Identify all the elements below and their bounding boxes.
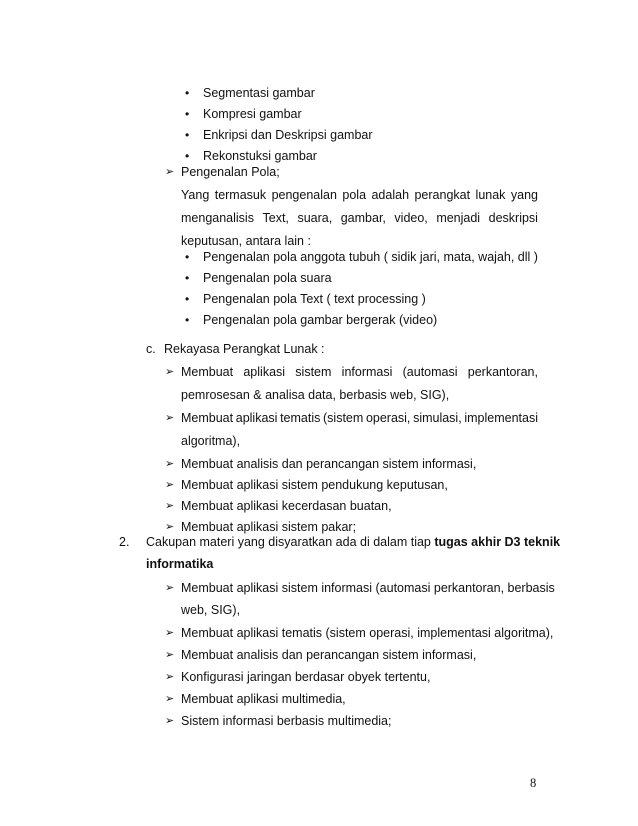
pattern-recognition-heading: Pengenalan Pola; xyxy=(181,165,280,179)
list-item: Sistem informasi berbasis multimedia; xyxy=(181,714,392,728)
arrow-bullet-icon: ➢ xyxy=(165,693,175,705)
list-item: Membuat analisis dan perancangan sistem informasi, xyxy=(181,457,477,471)
word: Yang xyxy=(181,188,210,202)
word: Text, xyxy=(262,211,289,225)
list-item: Pengenalan pola Text ( text processing ) xyxy=(203,292,426,306)
word: adalah xyxy=(371,188,410,202)
word: suara, xyxy=(297,211,333,225)
list-item: Membuat aplikasi tematis (sistem operasi, implementasi algoritma), xyxy=(181,626,554,640)
arrow-bullet-icon: ➢ xyxy=(165,166,175,178)
word: Membuat xyxy=(181,411,234,425)
bullet-icon: • xyxy=(185,271,190,285)
word: aplikasi xyxy=(243,365,286,379)
section-c-item1-line2: pemrosesan & analisa data, berbasis web, SIG), xyxy=(181,388,450,402)
word: informasi xyxy=(341,365,393,379)
page-number: 8 xyxy=(530,776,537,790)
word: video, xyxy=(394,211,428,225)
arrow-bullet-icon: ➢ xyxy=(165,366,175,378)
arrow-bullet-icon: ➢ xyxy=(165,649,175,661)
word: menganalisis xyxy=(181,211,254,225)
word: menjadi xyxy=(436,211,481,225)
point-2-intro-line2: informatika xyxy=(146,557,214,571)
word: termasuk xyxy=(214,188,267,202)
arrow-bullet-icon: ➢ xyxy=(165,458,175,470)
word: perangkat xyxy=(414,188,471,202)
arrow-bullet-icon: ➢ xyxy=(165,582,175,594)
bullet-icon: • xyxy=(185,86,190,100)
list-item: Membuat aplikasi multimedia, xyxy=(181,692,346,706)
list-item: Segmentasi gambar xyxy=(203,86,315,100)
arrow-bullet-icon: ➢ xyxy=(165,521,175,533)
section-c-label: c. xyxy=(146,342,156,356)
bullet-icon: • xyxy=(185,107,190,121)
arrow-bullet-icon: ➢ xyxy=(165,479,175,491)
word: pola xyxy=(342,188,367,202)
word: lunak xyxy=(475,188,506,202)
point-2-number: 2. xyxy=(119,535,130,549)
bullet-icon: • xyxy=(185,128,190,142)
word: gambar, xyxy=(340,211,386,225)
list-item: Pengenalan pola suara xyxy=(203,271,332,285)
word: Membuat xyxy=(181,365,234,379)
word: aplikasi xyxy=(235,411,278,425)
word: tematis xyxy=(280,411,321,425)
point-2-item1-line2: web, SIG), xyxy=(181,603,241,617)
word: sistem xyxy=(295,365,332,379)
list-item: Membuat aplikasi sistem pakar; xyxy=(181,520,357,534)
list-item: Pengenalan pola gambar bergerak (video) xyxy=(203,313,438,327)
section-c-item2-line2: algoritma), xyxy=(181,434,241,448)
word: (automasi xyxy=(402,365,458,379)
list-item: Membuat aplikasi kecerdasan buatan, xyxy=(181,499,392,513)
word: pengenalan xyxy=(271,188,337,202)
list-item: Kompresi gambar xyxy=(203,107,302,121)
bullet-icon: • xyxy=(185,149,190,163)
word: deskripsi xyxy=(488,211,538,225)
word: operasi, xyxy=(365,411,411,425)
bullet-icon: • xyxy=(185,313,190,327)
word: yang xyxy=(510,188,538,202)
word: perkantoran, xyxy=(467,365,538,379)
list-item: Pengenalan pola anggota tubuh ( sidik jari, mata, wajah, dll ) xyxy=(203,250,538,264)
list-item: Membuat analisis dan perancangan sistem informasi, xyxy=(181,648,477,662)
section-c-item1-line1 xyxy=(181,364,538,380)
list-item: Konfigurasi jaringan berdasar obyek tertentu, xyxy=(181,670,431,684)
arrow-bullet-icon: ➢ xyxy=(165,627,175,639)
bullet-icon: • xyxy=(185,292,190,306)
list-item: Membuat aplikasi sistem pendukung keputusan, xyxy=(181,478,448,492)
point-2-intro: Cakupan materi yang disyaratkan ada di dalam tiap tugas akhir D3 teknik xyxy=(146,535,561,549)
section-c-title: Rekayasa Perangkat Lunak : xyxy=(164,342,325,356)
word: (sistem xyxy=(323,411,364,425)
point-2-item1-line1: Membuat aplikasi sistem informasi (automasi perkantoran, berbasis xyxy=(181,581,555,595)
pattern-recognition-desc-line3: keputusan, antara lain : xyxy=(181,234,311,248)
arrow-bullet-icon: ➢ xyxy=(165,500,175,512)
arrow-bullet-icon: ➢ xyxy=(165,671,175,683)
list-item: Rekonstuksi gambar xyxy=(203,149,317,163)
word: implementasi xyxy=(464,411,538,425)
arrow-bullet-icon: ➢ xyxy=(165,412,175,424)
list-item: Enkripsi dan Deskripsi gambar xyxy=(203,128,373,142)
section-c-item2-line1 xyxy=(181,410,538,426)
pattern-recognition-desc-line2 xyxy=(181,210,538,226)
arrow-bullet-icon: ➢ xyxy=(165,715,175,727)
bullet-icon: • xyxy=(185,250,190,264)
word: simulasi, xyxy=(413,411,462,425)
pattern-recognition-desc-line1 xyxy=(181,187,538,203)
